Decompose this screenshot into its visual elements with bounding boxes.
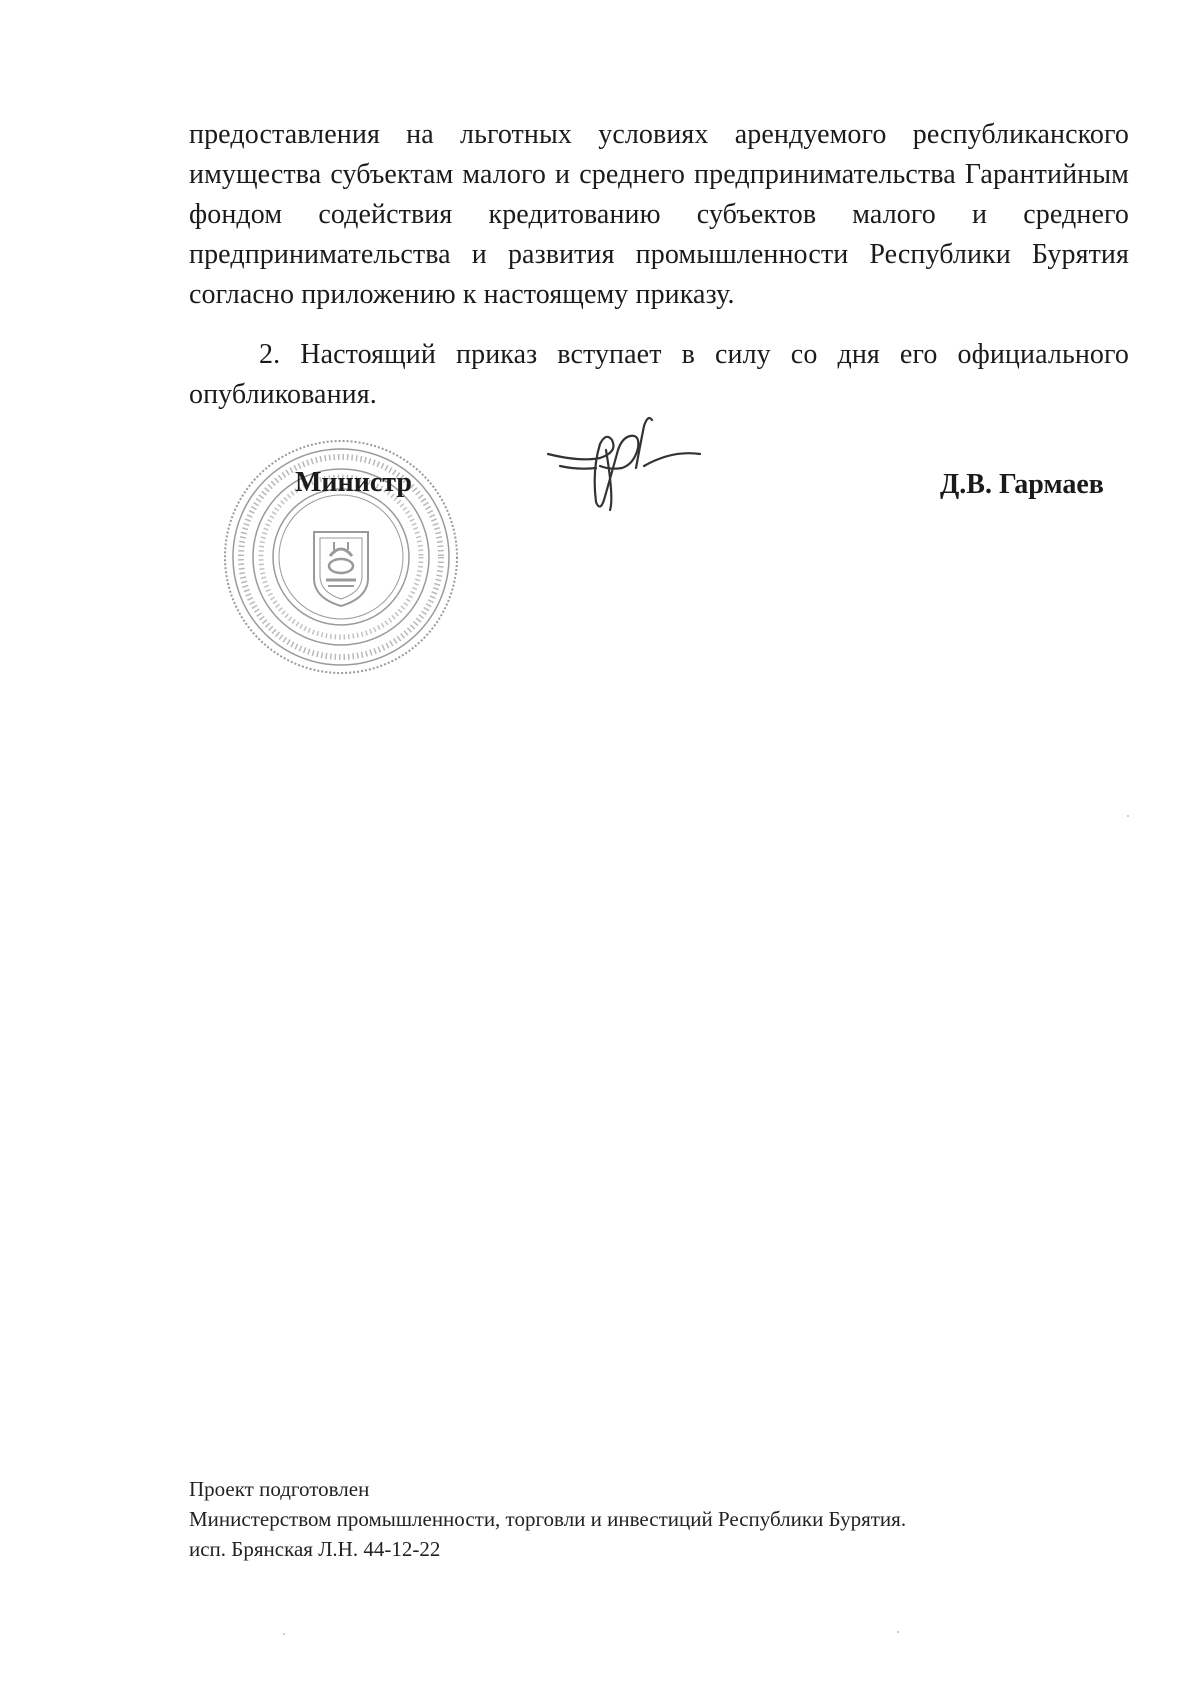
signatory-title: Министр <box>295 467 412 498</box>
signatory-name: Д.В. Гармаев <box>940 469 1104 500</box>
footer-executor-line: исп. Брянская Л.Н. 44-12-22 <box>189 1537 441 1561</box>
handwritten-signature-icon <box>540 406 720 526</box>
body-paragraph-2: 2. Настоящий приказ вступает в силу со дня его официального опубликования. <box>189 339 1129 410</box>
footer-ministry-line: Министерством промышленности, торговли и инвестиций Республики Бурятия. <box>189 1507 907 1531</box>
document-footer <box>189 1474 1089 1564</box>
scan-speck <box>1127 815 1129 817</box>
body-paragraph-1: предоставления на льготных условиях арендуемого республиканского имущества субъектам малого и среднего предпринимательства Гарантийным фондом содействия кредитованию субъектов малого и среднего предпринимательства и развития промышленности Республики Бурятия согласно приложению к настоящему приказу. <box>189 119 1129 310</box>
scan-speck <box>897 1631 899 1633</box>
footer-prepared-line: Проект подготовлен <box>189 1477 370 1501</box>
scan-speck <box>283 1633 285 1635</box>
